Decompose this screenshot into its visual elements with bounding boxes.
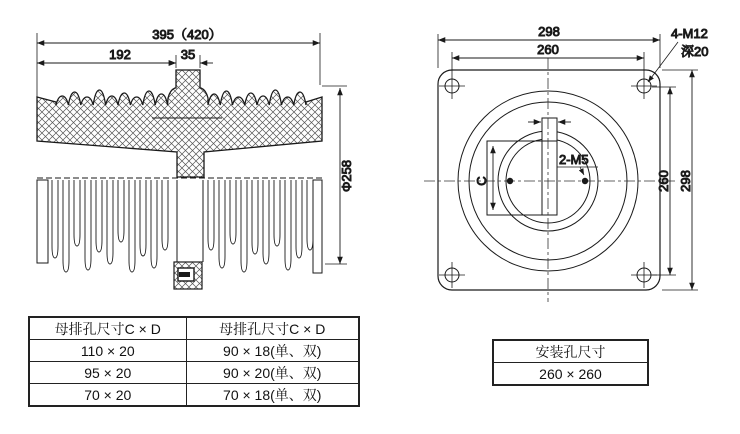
- side-view-drawing: [37, 27, 354, 289]
- front-view-drawing: [424, 24, 708, 302]
- leader-4-m12: [648, 42, 678, 82]
- label-depth-20-text: 深20: [681, 44, 709, 59]
- table-header-row: [29, 317, 359, 340]
- busbar-slot: [542, 118, 557, 215]
- busbar-table-header-1: 母排孔尺寸C × D: [29, 317, 186, 340]
- label-4-m12-text: 4-M12: [671, 26, 708, 41]
- lower-fins: [52, 180, 313, 272]
- dim-260-top-text: 260: [537, 42, 559, 57]
- busbar-size-cell: 95 × 20: [29, 362, 186, 384]
- m5-hole-left: [507, 178, 513, 184]
- fin-stack-left-column: [37, 180, 48, 263]
- mounting-size-cell: 260 × 260: [493, 363, 648, 386]
- busbar-size-cell: 90 × 18(单、双): [186, 340, 359, 362]
- table-row: [29, 340, 359, 362]
- table-row: [29, 362, 359, 384]
- busbar-size-cell: 110 × 20: [29, 340, 186, 362]
- m5-hole-right: [582, 178, 588, 184]
- table-row: [493, 363, 648, 386]
- dim-298-right-text: 298: [678, 170, 693, 192]
- dim-35-text: 35: [180, 47, 196, 62]
- busbar-size-cell: 70 × 20: [29, 384, 186, 407]
- dim-total-length-text: 395（420）: [152, 27, 222, 42]
- busbar-table-header-2: 母排孔尺寸C × D: [186, 317, 359, 340]
- dim-298-top-text: 298: [538, 24, 560, 39]
- dim-260-right-text: 260: [656, 170, 671, 192]
- busbar-size-cell: 70 × 18(单、双): [186, 384, 359, 407]
- label-c-text: C: [474, 176, 489, 186]
- insulator-body-section: [37, 70, 322, 177]
- mounting-table-header: 安装孔尺寸: [493, 340, 648, 363]
- label-2-m5-text: 2-M5: [559, 152, 589, 167]
- mounting-size-table: [492, 339, 649, 386]
- terminal-insert-core: [179, 272, 190, 277]
- dim-phi258-text: Φ258: [339, 159, 354, 193]
- fin-stack-center-stem: [177, 180, 203, 262]
- busbar-size-table: [28, 316, 360, 407]
- dim-192-text: 192: [109, 47, 131, 62]
- busbar-size-cell: 90 × 20(单、双): [186, 362, 359, 384]
- table-row: [29, 384, 359, 407]
- fin-stack-right-column: [313, 180, 322, 273]
- table-header-row: [493, 340, 648, 363]
